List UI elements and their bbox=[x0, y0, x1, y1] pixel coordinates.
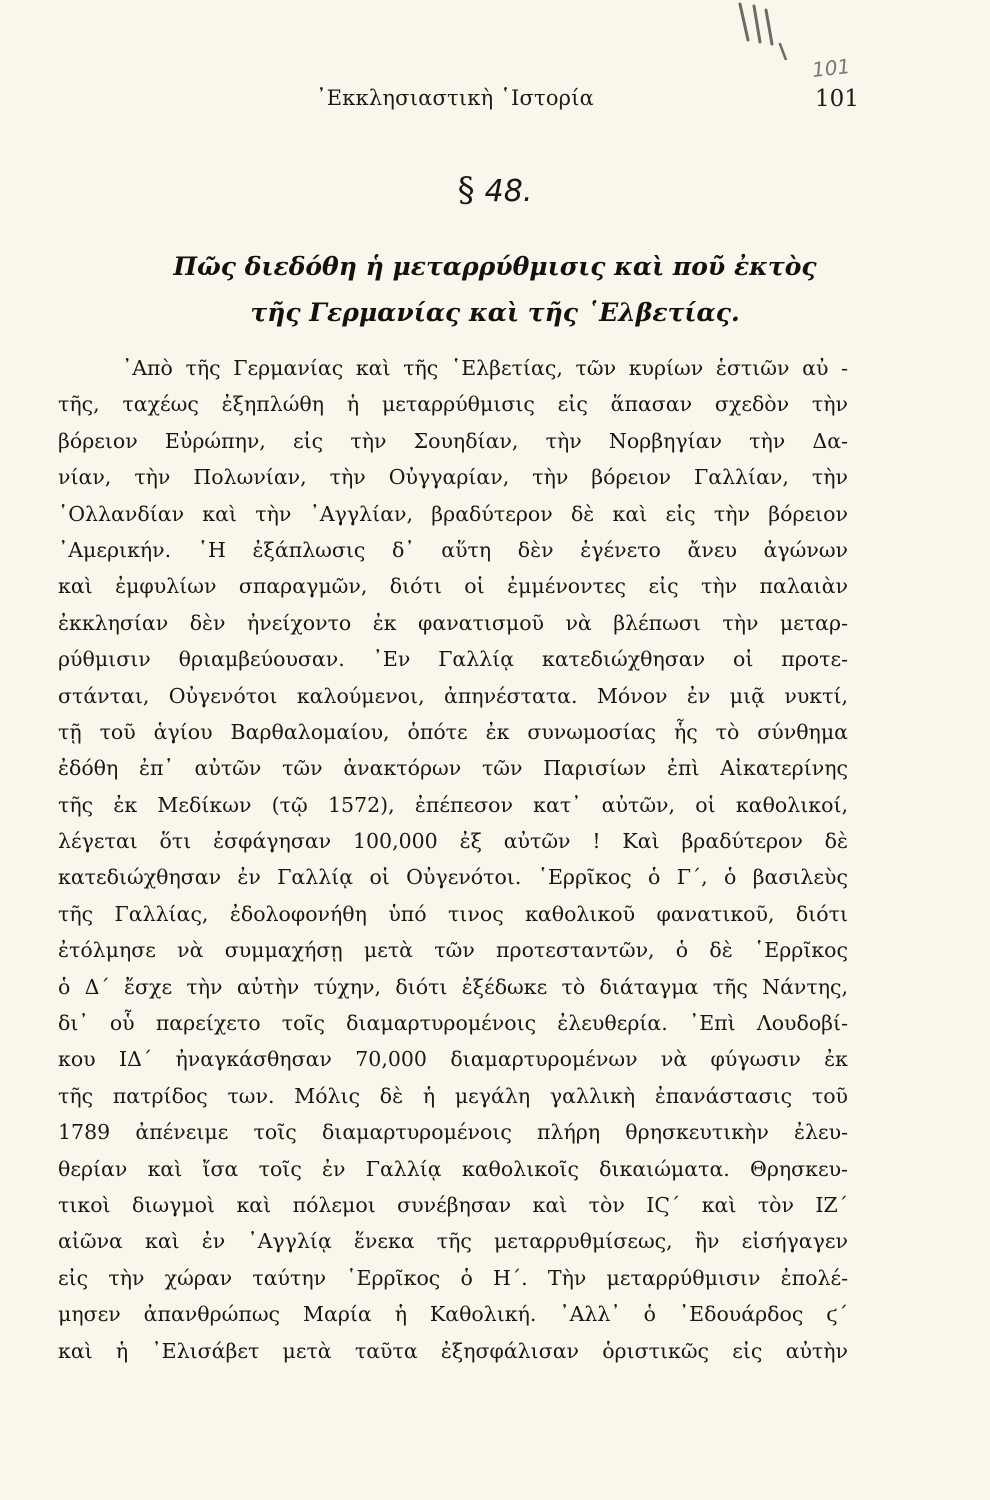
text-line: αἰῶνα καὶ ἐν ᾿Αγγλίᾳ ἕνεκα τῆς μεταρρυθμίσεως, ἣν εἰσήγαγεν bbox=[58, 1229, 848, 1254]
text-line: κου ΙΔ΄ ἠναγκάσθησαν 70,000 διαμαρτυρομένων νὰ φύγωσιν ἐκ bbox=[58, 1047, 848, 1072]
text-line: στάνται, Οὐγενότοι καλούμενοι, ἀπηνέστατα. Μόνον ἐν μιᾷ νυκτί, bbox=[58, 683, 848, 708]
heading-line: Πῶς διεδόθη ἡ μεταρρύθμισις καὶ ποῦ ἐκτὸς bbox=[173, 252, 817, 281]
text-line: καὶ ἐμφυλίων σπαραγμῶν, διότι οἱ ἐμμένοντες εἰς τὴν παλαιὰν bbox=[58, 574, 848, 599]
pencil-scribble bbox=[720, 0, 840, 60]
running-head bbox=[0, 86, 990, 116]
page-number: 101 bbox=[815, 86, 859, 112]
text-line: ἐδόθη ἐπ᾿ αὐτῶν τῶν ἀνακτόρων τῶν Παρισίων ἐπὶ Αἰκατερίνης bbox=[58, 756, 848, 781]
text-line: τῆς πατρίδος των. Μόλις δὲ ἡ μεγάλη γαλλικὴ ἐπανάστασις τοῦ bbox=[58, 1083, 848, 1108]
text-line: ρύθμισιν θριαμβεύουσαν. ᾿Εν Γαλλίᾳ κατεδιώχθησαν οἱ προτε- bbox=[58, 647, 848, 672]
text-line: ῾Ολλανδίαν καὶ τὴν ᾿Αγγλίαν, βραδύτερον δὲ καὶ εἰς τὴν βόρειον bbox=[58, 501, 848, 526]
section-number bbox=[0, 170, 990, 210]
text-line: θερίαν καὶ ἴσα τοῖς ἐν Γαλλίᾳ καθολικοῖς δικαιώματα. Θρησκευ- bbox=[58, 1156, 848, 1181]
section-number-value: 48. bbox=[484, 174, 533, 209]
text-line: μησεν ἀπανθρώπως Μαρία ἡ Καθολική. ᾿Αλλ᾿ ὁ ᾿Εδουάρδος ϛ΄ bbox=[58, 1302, 848, 1327]
section-heading bbox=[60, 244, 930, 336]
text-line: ᾿Αμερικήν. ῾Η ἐξάπλωσις δ᾿ αὕτη δὲν ἐγένετο ἄνευ ἀγώνων bbox=[58, 537, 848, 562]
text-line: δι᾿ οὗ παρείχετο τοῖς διαμαρτυρομένοις ἐλευθερία. ᾿Επὶ Λουδοβί- bbox=[58, 1011, 848, 1036]
text-line: καὶ ἡ ᾿Ελισάβετ μετὰ ταῦτα ἐξησφάλισαν ὁριστικῶς εἰς αὐτὴν bbox=[58, 1338, 848, 1363]
text-line: νίαν, τὴν Πολωνίαν, τὴν Οὐγγαρίαν, τὴν βόρειον Γαλλίαν, τὴν bbox=[58, 465, 848, 490]
heading-line: τῆς Γερμανίας καὶ τῆς ῾Ελβετίας. bbox=[250, 298, 740, 327]
text-line: τῆς ἐκ Μεδίκων (τῷ 1572), ἐπέπεσον κατ᾿ αὐτῶν, οἱ καθολικοί, bbox=[58, 792, 848, 817]
text-line: βόρειον Εὐρώπην, εἰς τὴν Σουηδίαν, τὴν Νορβηγίαν τὴν Δα- bbox=[58, 428, 848, 453]
text-line: τικοὶ διωγμοὶ καὶ πόλεμοι συνέβησαν καὶ τὸν ΙϚ΄ καὶ τὸν ΙΖ΄ bbox=[58, 1192, 848, 1217]
pencil-page-number: 101 bbox=[810, 54, 852, 82]
text-line: 1789 ἀπένειμε τοῖς διαμαρτυρομένοις πλήρη θρησκευτικὴν ἐλευ- bbox=[58, 1120, 848, 1145]
text-line: κατεδιώχθησαν ἐν Γαλλίᾳ οἱ Οὐγενότοι. ῾Ερρῖκος ὁ Γ΄, ὁ βασιλεὺς bbox=[58, 865, 848, 890]
text-line: ἐκκλησίαν δὲν ἠνείχοντο ἐκ φανατισμοῦ νὰ βλέπωσι τὴν μεταρ- bbox=[58, 610, 848, 635]
text-line: ἐτόλμησε νὰ συμμαχήσῃ μετὰ τῶν προτεσταντῶν, ὁ δὲ ῾Ερρῖκος bbox=[58, 938, 848, 963]
running-title: ᾿Εκκλησιαστικὴ ῾Ιστορία bbox=[316, 86, 595, 110]
text-line: τῆς, ταχέως ἐξηπλώθη ἡ μεταρρύθμισις εἰς ἅπασαν σχεδὸν τὴν bbox=[58, 392, 848, 417]
body-text bbox=[58, 350, 848, 1369]
section-symbol: § bbox=[457, 170, 475, 210]
text-line: τῇ τοῦ ἁγίου Βαρθαλομαίου, ὁπότε ἐκ συνωμοσίας ἧς τὸ σύνθημα bbox=[58, 719, 848, 744]
text-line: τῆς Γαλλίας, ἐδολοφονήθη ὑπό τινος καθολικοῦ φανατικοῦ, διότι bbox=[58, 901, 848, 926]
text-line: ᾿Απὸ τῆς Γερμανίας καὶ τῆς ῾Ελβετίας, τῶν κυρίων ἑστιῶν αὐ - bbox=[122, 356, 848, 380]
text-line: εἰς τὴν χώραν ταύτην ῾Ερρῖκος ὁ Η΄. Τὴν μεταρρύθμισιν ἐπολέ- bbox=[58, 1265, 848, 1290]
text-line: ὁ Δ΄ ἔσχε τὴν αὐτὴν τύχην, διότι ἐξέδωκε τὸ διάταγμα τῆς Νάντης, bbox=[58, 974, 848, 999]
text-line: λέγεται ὅτι ἐσφάγησαν 100,000 ἐξ αὐτῶν ! Καὶ βραδύτερον δὲ bbox=[58, 829, 848, 854]
